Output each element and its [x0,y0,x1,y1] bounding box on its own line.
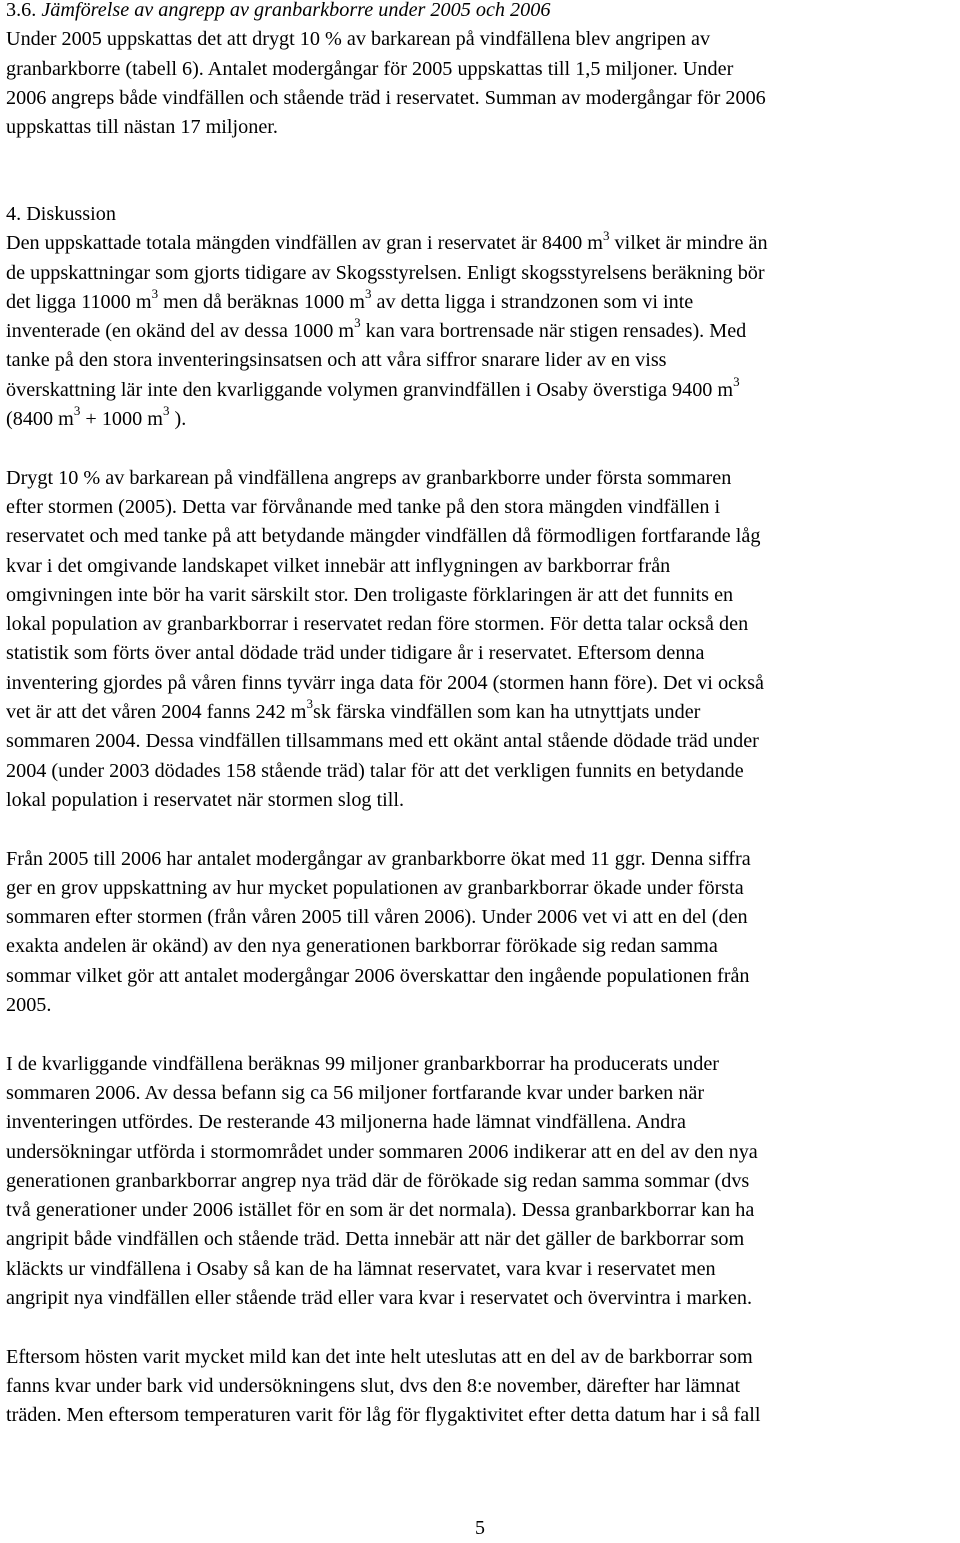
section-number: 3.6. [6,0,37,21]
superscript: 3 [73,403,81,419]
paragraph-line: vet är att det våren 2004 fanns 242 $m^3sk$ färska vindfällen som kan ha utnyttjats under [6,696,701,724]
paragraph-line: 2004 (under 2003 dödades 158 stående träd) talar för att det verkligen funnits en betydande [6,759,744,782]
paragraph-line: I de kvarliggande vindfällena beräknas 99 miljoner granbarkborrar ha producerats under [6,1052,719,1075]
paragraph-gap [6,434,768,463]
paragraph-line: inventeringen utfördes. De resterande 43 miljonerna hade lämnat vindfällena. Andra [6,1111,686,1134]
paragraph-line: 2005. [6,994,52,1017]
paragraph-line: tanke på den stora inventeringsinsatsen och att våra siffror snarare lider av en viss [6,349,667,372]
page-number: 5 [475,1517,485,1539]
paragraph-line: kvar i det omgivande landskapet vilket innebär att inflygningen av barkborrar från [6,554,671,577]
paragraph-line: uppskattas till nästan 17 miljoner. [6,116,278,139]
paragraph-line: omgivningen inte bör ha varit särskilt stor. Den troligaste förklaringen är att det funnits en [6,583,734,606]
superscript: 3 [354,315,361,331]
paragraph-gap [6,1313,768,1342]
paragraph-line: träden. Men eftersom temperaturen varit för låg för flygaktivitet efter detta datum har i så fall [6,1404,761,1427]
superscript: 3 [733,374,740,390]
paragraph-line: överskattning lär inte den kvarliggande volymen granvindfällen i Osaby överstiga 9400 $m^3$ [6,374,740,401]
paragraph-line: angripit både vindfällen och stående träd. Detta innebär att när det gäller de barkborrar som [6,1228,745,1251]
paragraph-line: ger en grov uppskattning av hur mycket populationen av granbarkborrar ökade under första [6,876,744,899]
paragraph-line: generationen granbarkborrar angrep nya träd där de förökade sig redan samma sommar (dvs [6,1169,750,1192]
paragraph-line: fanns kvar under bark vid undersökningens slut, dvs den 8:e november, därefter har lämnat [6,1374,741,1397]
paragraph-line: sommar vilket gör att antalet modergångar 2006 överskattar den ingående populationen från [6,964,750,987]
paragraph-line: det ligga 11000 $m^3$ men då beräknas 1000 $m^3$ av detta ligga i strandzonen som vi inte [6,286,694,313]
paragraph-line: statistik som förts över antal dödade träd under tidigare år i reservatet. Eftersom denna [6,642,705,665]
section-heading-3-6 [6,0,766,25]
paragraph-line: lokal population i reservatet när stormen slog till. [6,788,405,811]
section-title: Jämförelse av angrepp av granbarkborre under 2005 och 2006 [41,0,551,21]
paragraph-line: granbarkborre (tabell 6). Antalet modergångar för 2005 uppskattas till 1,5 miljoner. Under [6,57,734,80]
superscript: 3 [151,286,159,302]
paragraph-line: efter stormen (2005). Detta var förvånande med tanke på den stora mängden vindfällen i [6,495,721,518]
superscript: 3 [603,227,610,243]
paragraph-gap [6,1020,768,1049]
paragraph-line: lokal population av granbarkborrar i reservatet redan före stormen. För detta talar också den [6,613,749,636]
paragraph-line: två generationer under 2006 istället för en som är det normala). Dessa granbarkborrar kan ha [6,1199,755,1222]
paragraph-line: Drygt 10 % av barkarean på vindfällena angreps av granbarkborre under första sommaren [6,466,732,489]
superscript: 3 [162,403,170,419]
section-3-6 [6,0,766,142]
paragraph-line: angripit nya vindfällen eller stående träd eller vara kvar i reservatet och övervintra i marken. [6,1286,753,1309]
paragraph-line: exakta andelen är okänd) av den nya generationen barkborrar förökade sig redan samma [6,935,718,958]
paragraph-line: Under 2005 uppskattas det att drygt 10 % av barkarean på vindfällena blev angripen av [6,28,711,51]
paragraph-line: Eftersom hösten varit mycket mild kan det inte helt uteslutas att en del av de barkborrar som [6,1345,753,1368]
section-heading-4: 4. Diskussion [6,203,116,225]
paragraph-line: kläckts ur vindfällena i Osaby så kan de ha lämnat reservatet, vara kvar i reservatet men [6,1257,716,1280]
paragraph-line: Den uppskattade totala mängden vindfällen av gran i reservatet är 8400 $m^3$ vilket är mindre än [6,227,768,255]
paragraph-line: 2006 angreps både vindfällen och stående träd i reservatet. Summan av modergångar för 2006 [6,86,766,109]
paragraph-line: sommaren 2004. Dessa vindfällen tillsammans med ett okänt antal stående dödade träd under [6,730,759,753]
paragraph-line: sommaren efter stormen (från våren 2005 till våren 2006). Under 2006 vet vi att en del (den [6,906,748,929]
paragraph-line: reservatet och med tanke på att betydande mängder vindfällen då förmodligen fortfarande låg [6,525,761,548]
paragraph-gap [6,815,768,844]
superscript: 3 [306,696,313,712]
superscript: 3 [364,286,372,302]
paragraph-line: inventering gjordes på våren finns tyvärr inga data för 2004 (stormen hann före). Det vi också [6,671,764,694]
paragraph-line: sommaren 2006. Av dessa befann sig ca 56 miljoner fortfarande kvar under barken när [6,1081,705,1104]
paragraph-line: Från 2005 till 2006 har antalet modergångar av granbarkborre ökat med 11 ggr. Denna siffra [6,847,751,870]
paragraph-line: inventerade (en okänd del av dessa 1000 $m^3$ kan vara bortrensade när stigen rensades). Med [6,315,747,343]
paragraph-line: de uppskattningar som gjorts tidigare av Skogsstyrelsen. Enligt skogsstyrelsens beräkning bör [6,261,765,284]
section-4 [6,200,768,1430]
paragraph-line: undersökningar utförda i stormområdet under sommaren 2006 indikerar att en del av den nya [6,1140,758,1163]
paragraph-line: (8400 $m^3 + 1000$ $m^3$ ). [6,403,187,431]
